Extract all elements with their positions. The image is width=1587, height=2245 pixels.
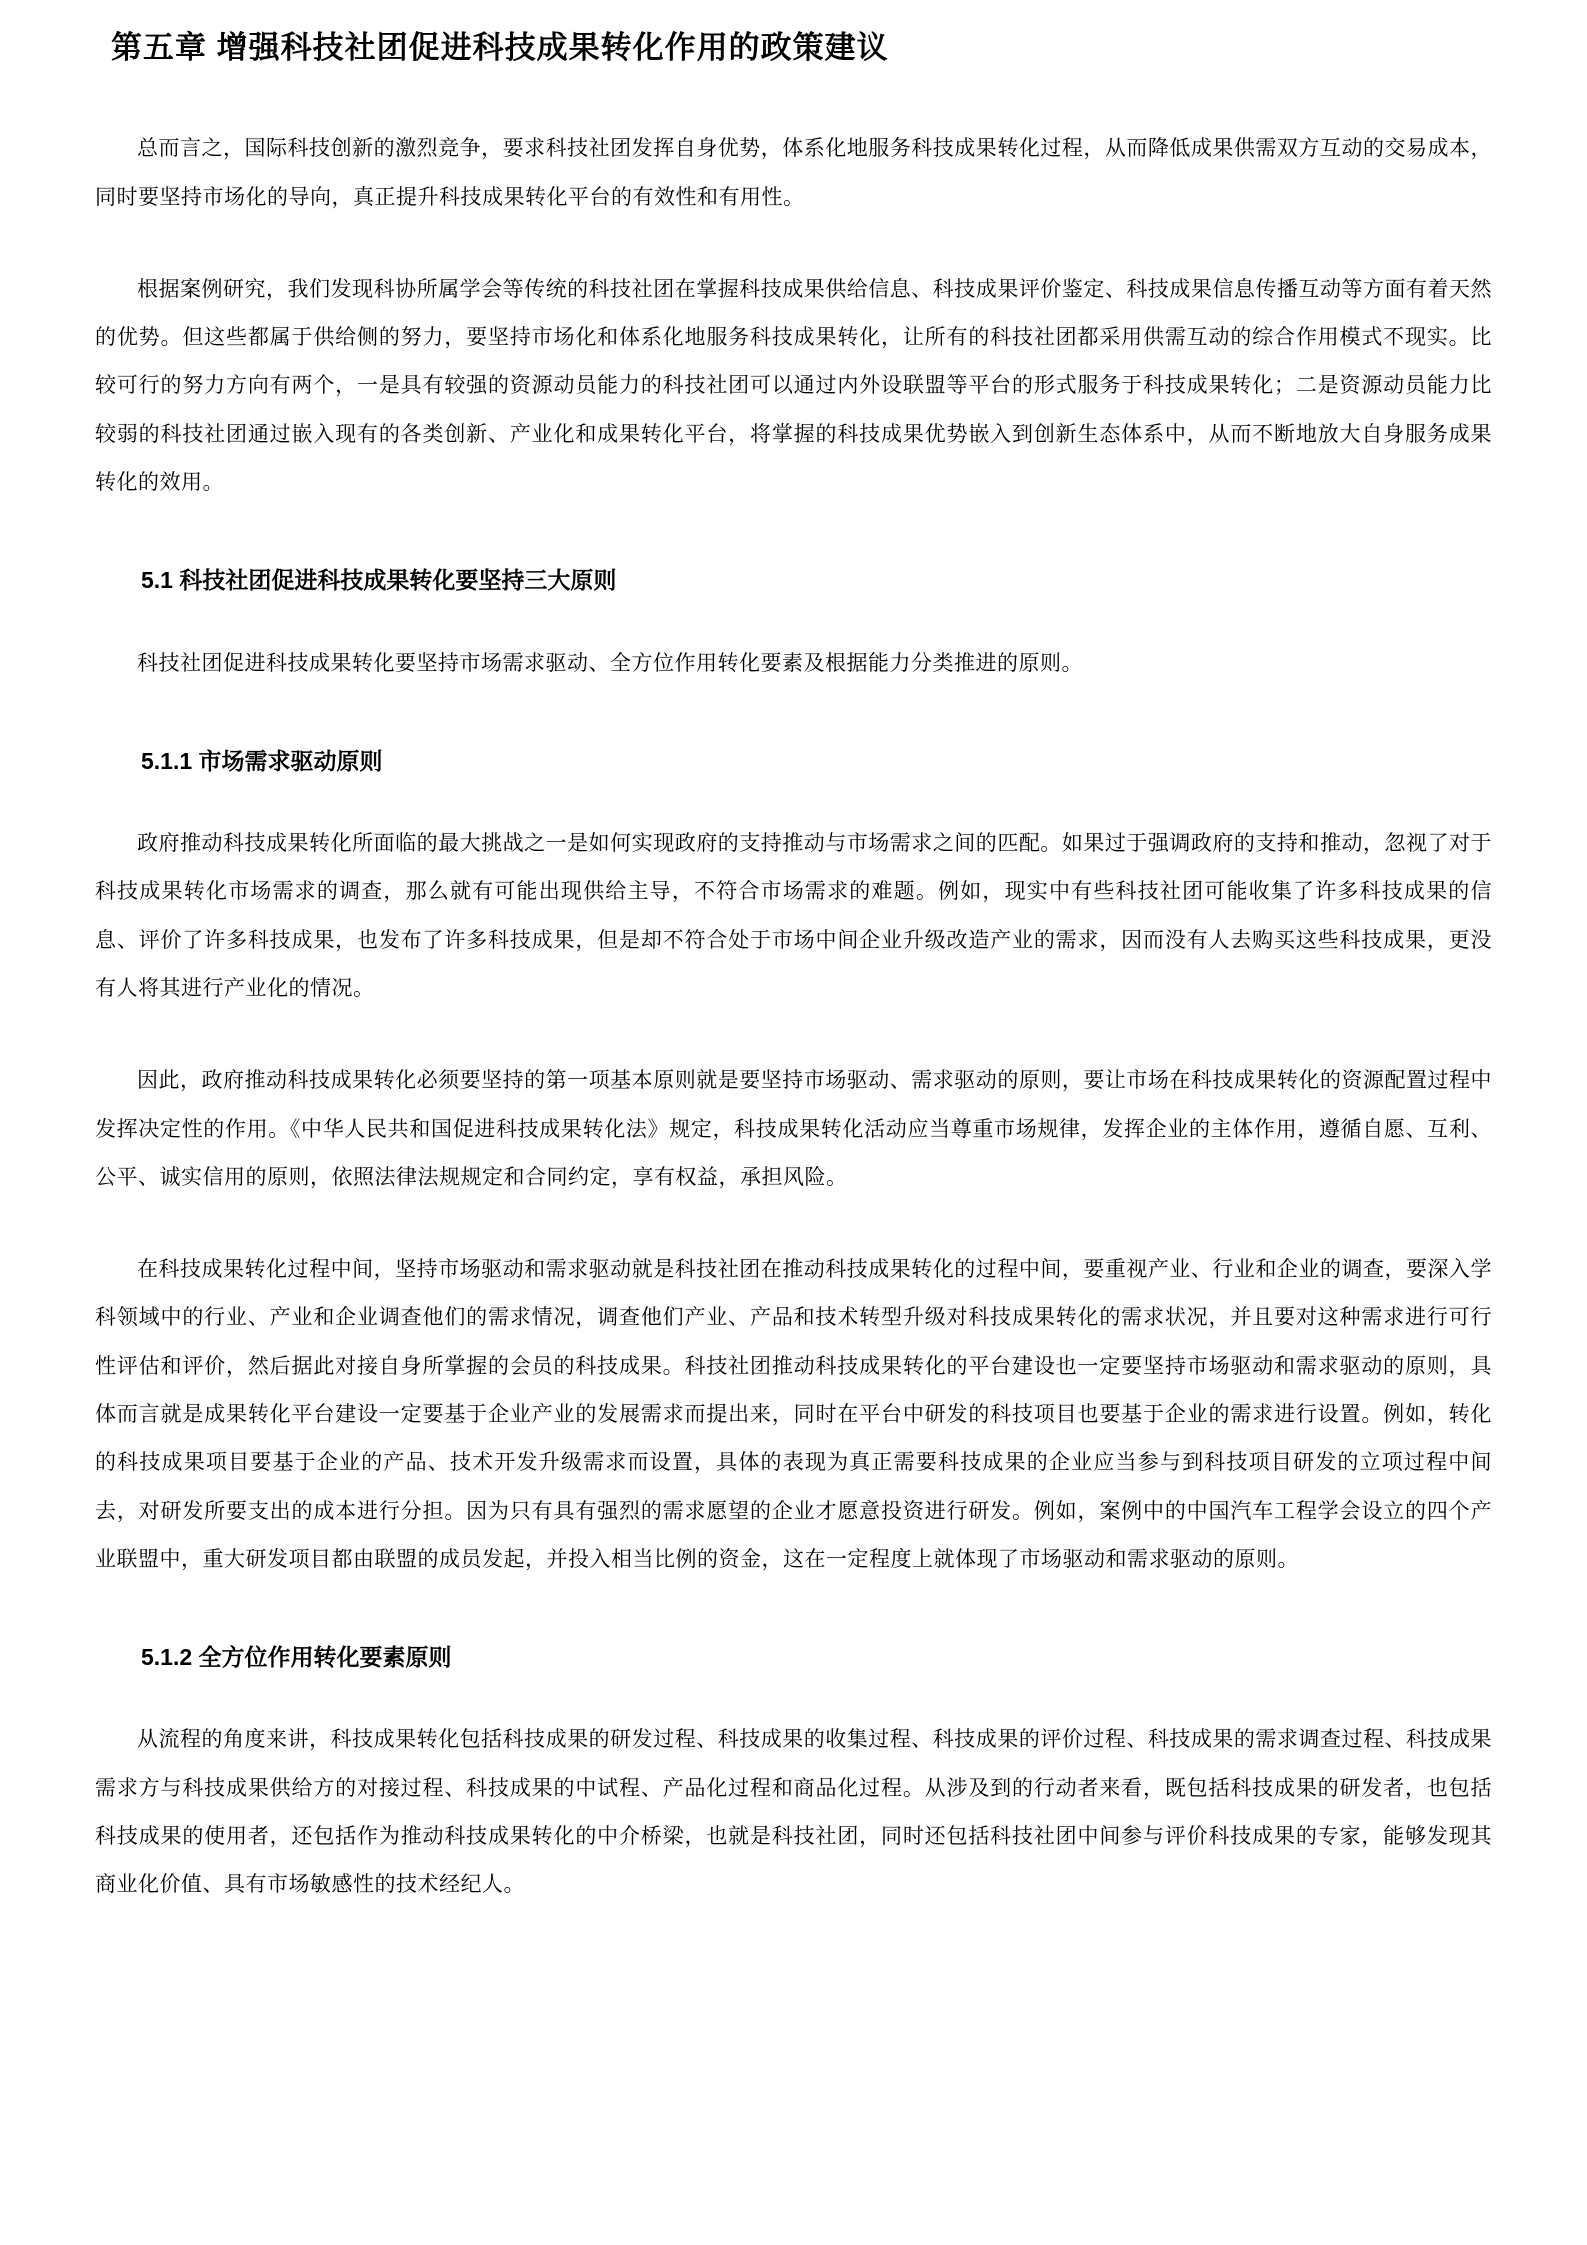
paragraph-three-principles: 科技社团促进科技成果转化要坚持市场需求驱动、全方位作用转化要素及根据能力分类推进的原则。: [137, 650, 1083, 675]
paragraph-case-study: 根据案例研究，我们发现科协所属学会等传统的科技社团在掌握科技成果供给信息、科技成果评价鉴定、科技成果信息传播互动等方面有着天然的优势。但这些都属于供给侧的努力，要坚持市场化和体系化地服务科技成果转化，让所有的科技社团都采用供需互动的综合作用模式不现实。比较可行的努力方向有两个，一是具有较强的资源动员能力的科技社团可以通过内外设联盟等平台的形式服务于科技成果转化；二是资源动员能力比较弱的科技社团通过嵌入现有的各类创新、产业化和成果转化平台，将掌握的科技成果优势嵌入到创新生态体系中，从而不断地放大自身服务成果转化的效用。: [95, 276, 1492, 495]
paragraph-process-actors: 从流程的角度来讲，科技成果转化包括科技成果的研发过程、科技成果的收集过程、科技成果的评价过程、科技成果的需求调查过程、科技成果需求方与科技成果供给方的对接过程、科技成果的中试程、产品化过程和商品化过程。从涉及到的行动者来看，既包括科技成果的研发者，也包括科技成果的使用者，还包括作为推动科技成果转化的中介桥梁，也就是科技社团，同时还包括科技社团中间参与评价科技成果的专家，能够发现其商业化价值、具有市场敏感性的技术经纪人。: [95, 1727, 1492, 1897]
paragraph-first-principle: 因此，政府推动科技成果转化必须要坚持的第一项基本原则就是要坚持市场驱动、需求驱动的原则，要让市场在科技成果转化的资源配置过程中发挥决定性的作用。《中华人民共和国促进科技成果转化法》规定，科技成果转化活动应当尊重市场规律，发挥企业的主体作用，遵循自愿、互利、公平、诚实信用的原则，依照法律法规规定和合同约定，享有权益，承担风险。: [95, 1068, 1492, 1189]
chapter-title: 第五章 增强科技社团促进科技成果转化作用的政策建议: [111, 30, 889, 65]
paragraph-summary: 总而言之，国际科技创新的激烈竞争，要求科技社团发挥自身优势，体系化地服务科技成果转化过程，从而降低成果供需双方互动的交易成本，同时要坚持市场化的导向，真正提升科技成果转化平台的有效性和有用性。: [95, 136, 1492, 209]
section-heading-5-1-2: 5.1.2 全方位作用转化要素原则: [141, 1644, 452, 1671]
paragraph-market-demand-challenge: 政府推动科技成果转化所面临的最大挑战之一是如何实现政府的支持推动与市场需求之间的匹配。如果过于强调政府的支持和推动，忽视了对于科技成果转化市场需求的调查，那么就有可能出现供给主导，不符合市场需求的难题。例如，现实中有些科技社团可能收集了许多科技成果的信息、评价了许多科技成果，也发布了许多科技成果，但是却不符合处于市场中间企业升级改造产业的需求，因而没有人去购买这些科技成果，更没有人将其进行产业化的情况。: [95, 831, 1492, 1000]
paragraph-market-driven-practice: 在科技成果转化过程中间，坚持市场驱动和需求驱动就是科技社团在推动科技成果转化的过程中间，要重视产业、行业和企业的调查，要深入学科领域中的行业、产业和企业调查他们的需求情况，调查他们产业、产品和技术转型升级对科技成果转化的需求状况，并且要对这种需求进行可行性评估和评价，然后据此对接自身所掌握的会员的科技成果。科技社团推动科技成果转化的平台建设也一定要坚持市场驱动和需求驱动的原则，具体而言就是成果转化平台建设一定要基于企业产业的发展需求而提出来，同时在平台中研发的科技项目也要基于企业的需求进行设置。例如，转化的科技成果项目要基于企业的产品、技术开发升级需求而设置，具体的表现为真正需要科技成果的企业应当参与到科技项目研发的立项过程中间去，对研发所要支出的成本进行分担。因为只有具有强烈的需求愿望的企业才愿意投资进行研发。例如，案例中的中国汽车工程学会设立的四个产业联盟中，重大研发项目都由联盟的成员发起，并投入相当比例的资金，这在一定程度上就体现了市场驱动和需求驱动的原则。: [95, 1257, 1492, 1571]
section-heading-5-1: 5.1 科技社团促进科技成果转化要坚持三大原则: [141, 567, 617, 594]
section-heading-5-1-1: 5.1.1 市场需求驱动原则: [141, 747, 383, 774]
